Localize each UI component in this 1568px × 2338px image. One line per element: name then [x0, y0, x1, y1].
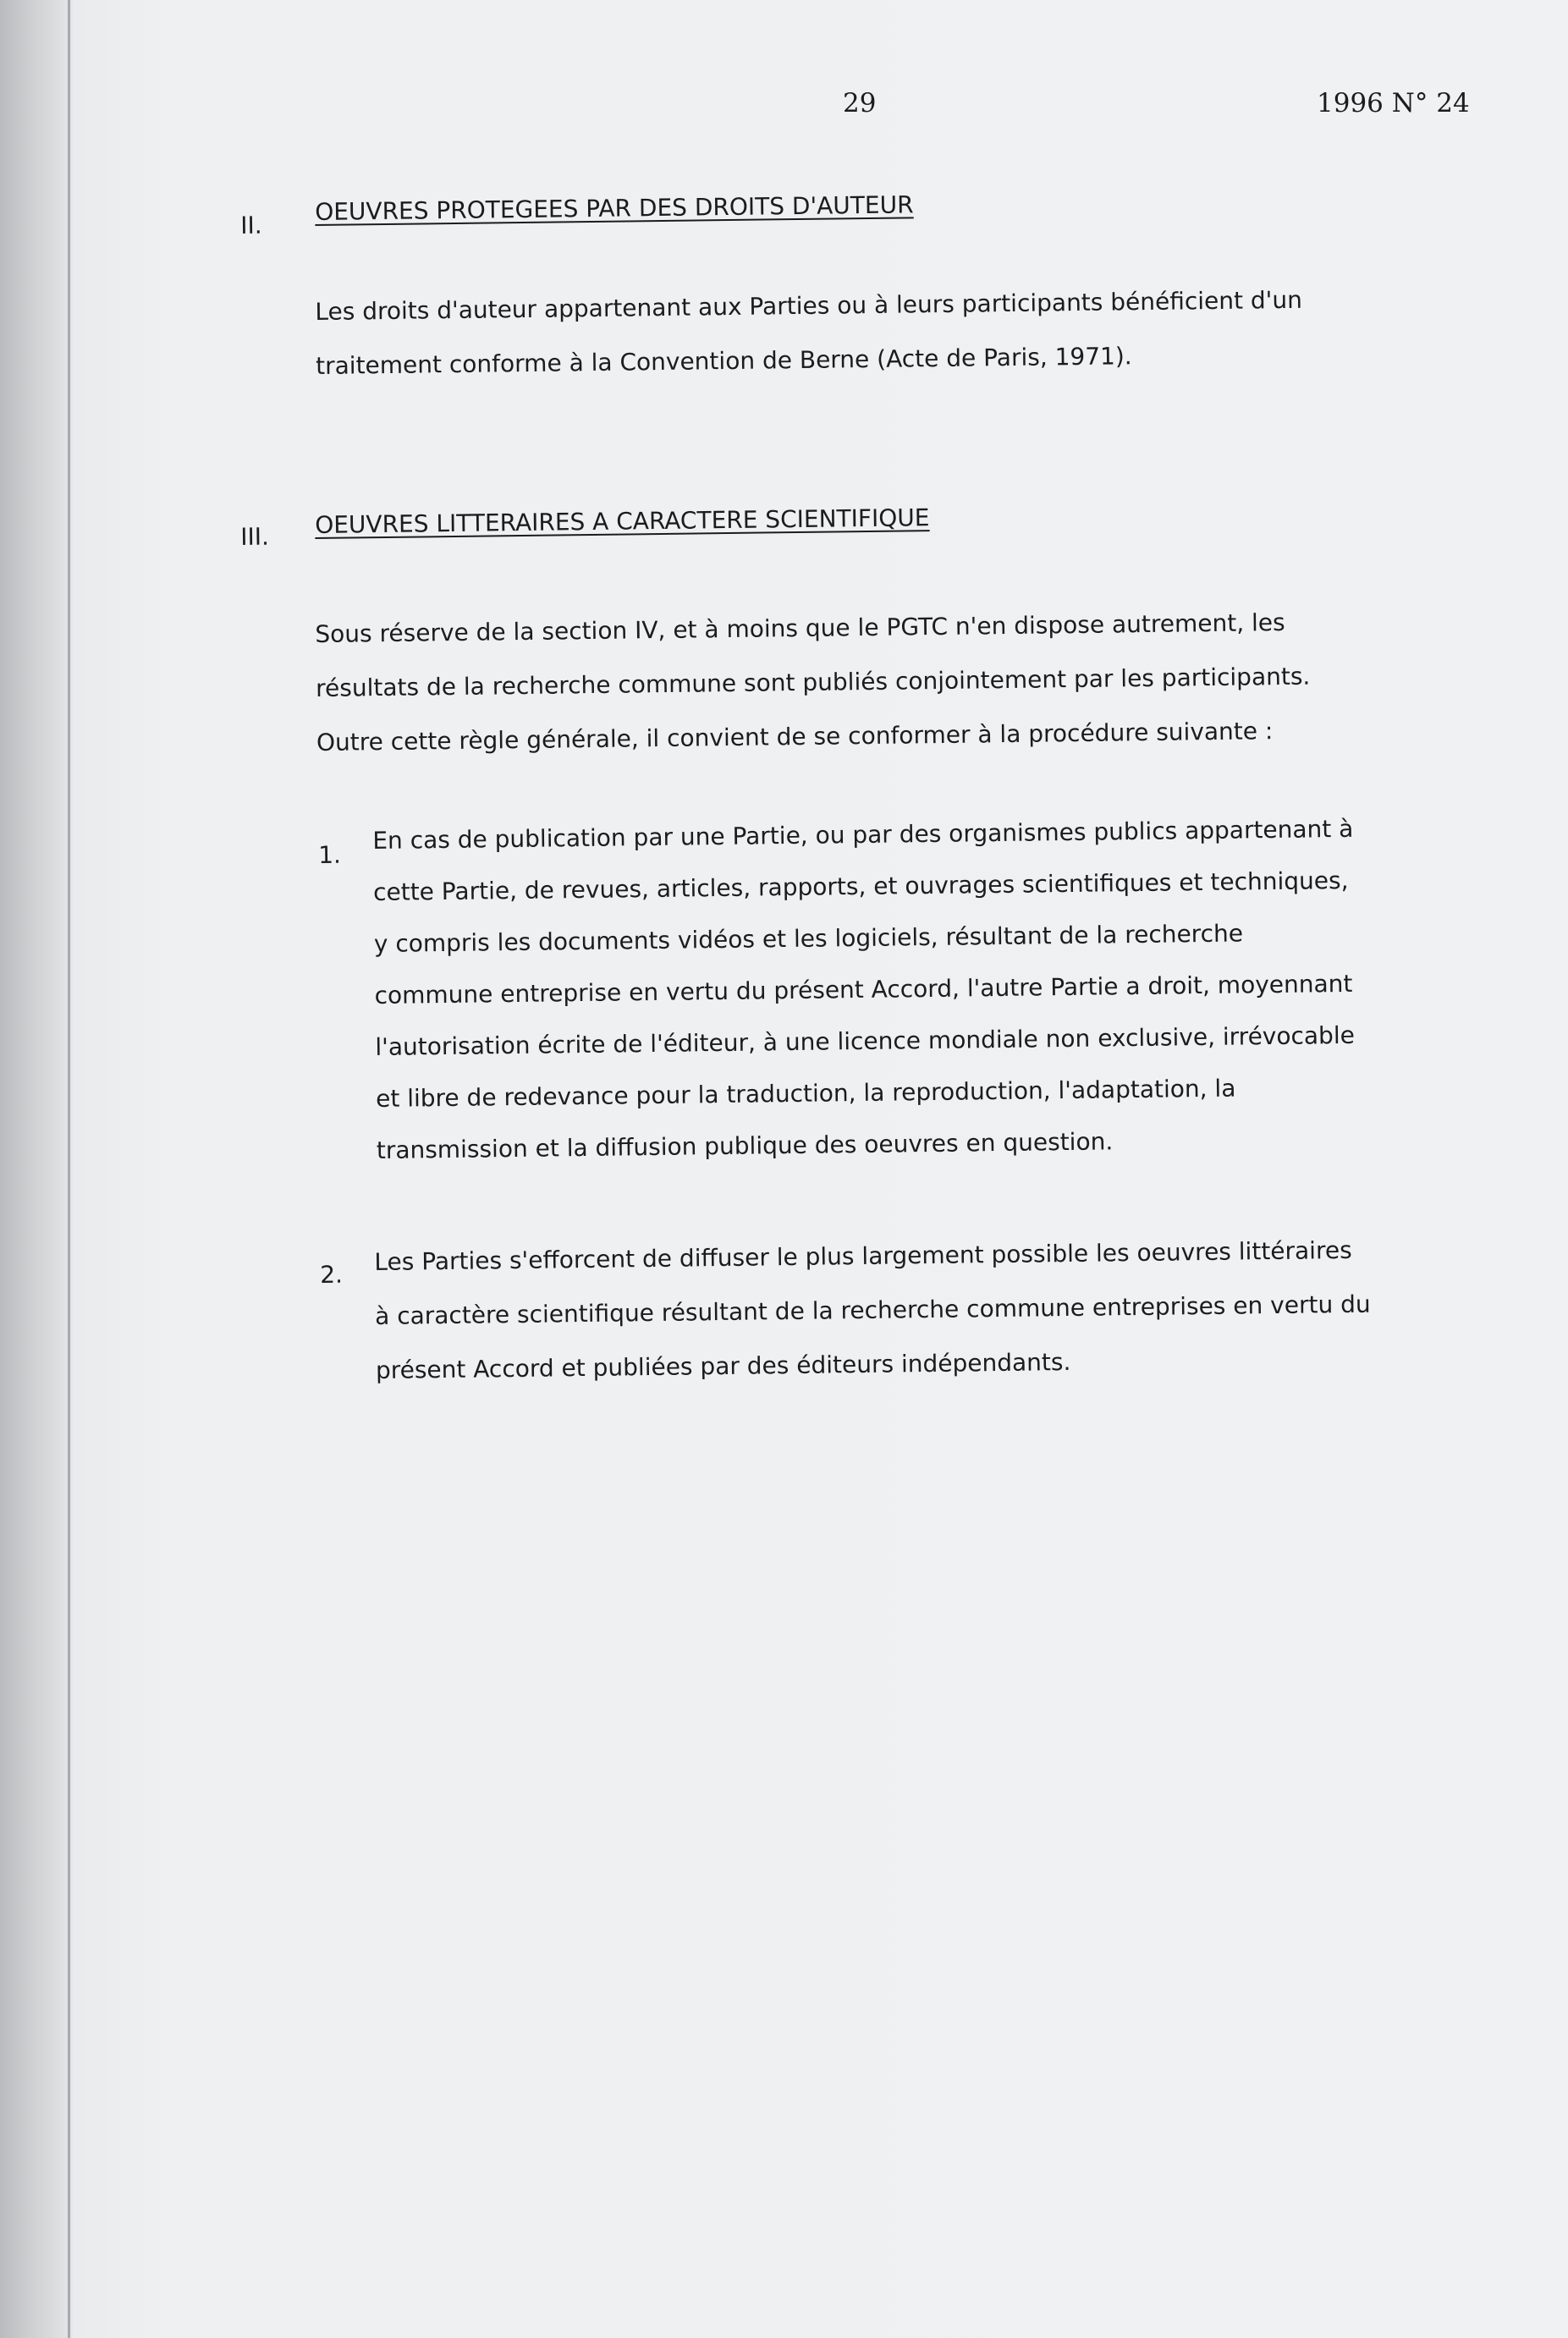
binding-line: [68, 0, 70, 2338]
item-1-line: l'autorisation écrite de l'éditeur, à une licence mondiale non exclusive, irrévocable: [375, 1020, 1356, 1061]
section-ii-body: [315, 273, 1303, 393]
item-2-line: à caractère scientifique résultant de la recherche commune entreprises en vertu du: [374, 1290, 1371, 1330]
item-1-body: [372, 803, 1357, 1176]
section-ii-title: OEUVRES PROTEGEES PAR DES DROITS D'AUTEUR: [315, 190, 914, 226]
item-1-line: cette Partie, de revues, articles, rapports, et ouvrages scientifiques et techniques,: [372, 866, 1349, 906]
section-ii-number: II.: [240, 211, 262, 239]
item-2-number: 2.: [320, 1260, 344, 1289]
section-ii-line: Les droits d'auteur appartenant aux Parties ou à leurs participants bénéficient d'un: [315, 285, 1303, 326]
item-1-line: commune entreprise en vertu du présent Accord, l'autre Partie a droit, moyennant: [374, 969, 1353, 1009]
item-2-line: présent Accord et publiées par des éditeurs indépendants.: [375, 1347, 1071, 1384]
item-1-line: transmission et la diffusion publique des oeuvres en question.: [376, 1127, 1114, 1164]
binding-edge: [0, 0, 73, 2338]
item-1-line: y compris les documents vidéos et les logiciels, résultant de la recherche: [373, 919, 1244, 958]
section-iii-intro-line: Sous réserve de la section IV, et à moins que le PGTC n'en dispose autrement, les: [315, 608, 1285, 648]
section-iii-intro-line: Outre cette règle générale, il convient de se conformer à la procédure suivante :: [316, 717, 1274, 756]
item-2-line: Les Parties s'efforcent de diffuser le plus largement possible les oeuvres littéraires: [374, 1235, 1352, 1276]
item-1-line: En cas de publication par une Partie, ou par des organismes publics appartenant à: [372, 814, 1354, 855]
section-iii-number: III.: [240, 522, 270, 551]
page-number: 29: [843, 88, 877, 118]
section-ii-line: traitement conforme à la Convention de Berne (Acte de Paris, 1971).: [315, 342, 1132, 380]
item-1-line: et libre de redevance pour la traduction, la reproduction, l'adaptation, la: [375, 1074, 1236, 1113]
issue-number: 1996 N° 24: [1317, 88, 1470, 118]
item-2-body: [374, 1224, 1372, 1398]
section-iii-intro: [315, 596, 1311, 770]
item-1-number: 1.: [318, 840, 342, 869]
section-iii-title: OEUVRES LITTERAIRES A CARACTERE SCIENTIFIQUE: [315, 503, 930, 539]
section-iii-intro-line: résultats de la recherche commune sont publiés conjointement par les participants.: [315, 662, 1311, 702]
